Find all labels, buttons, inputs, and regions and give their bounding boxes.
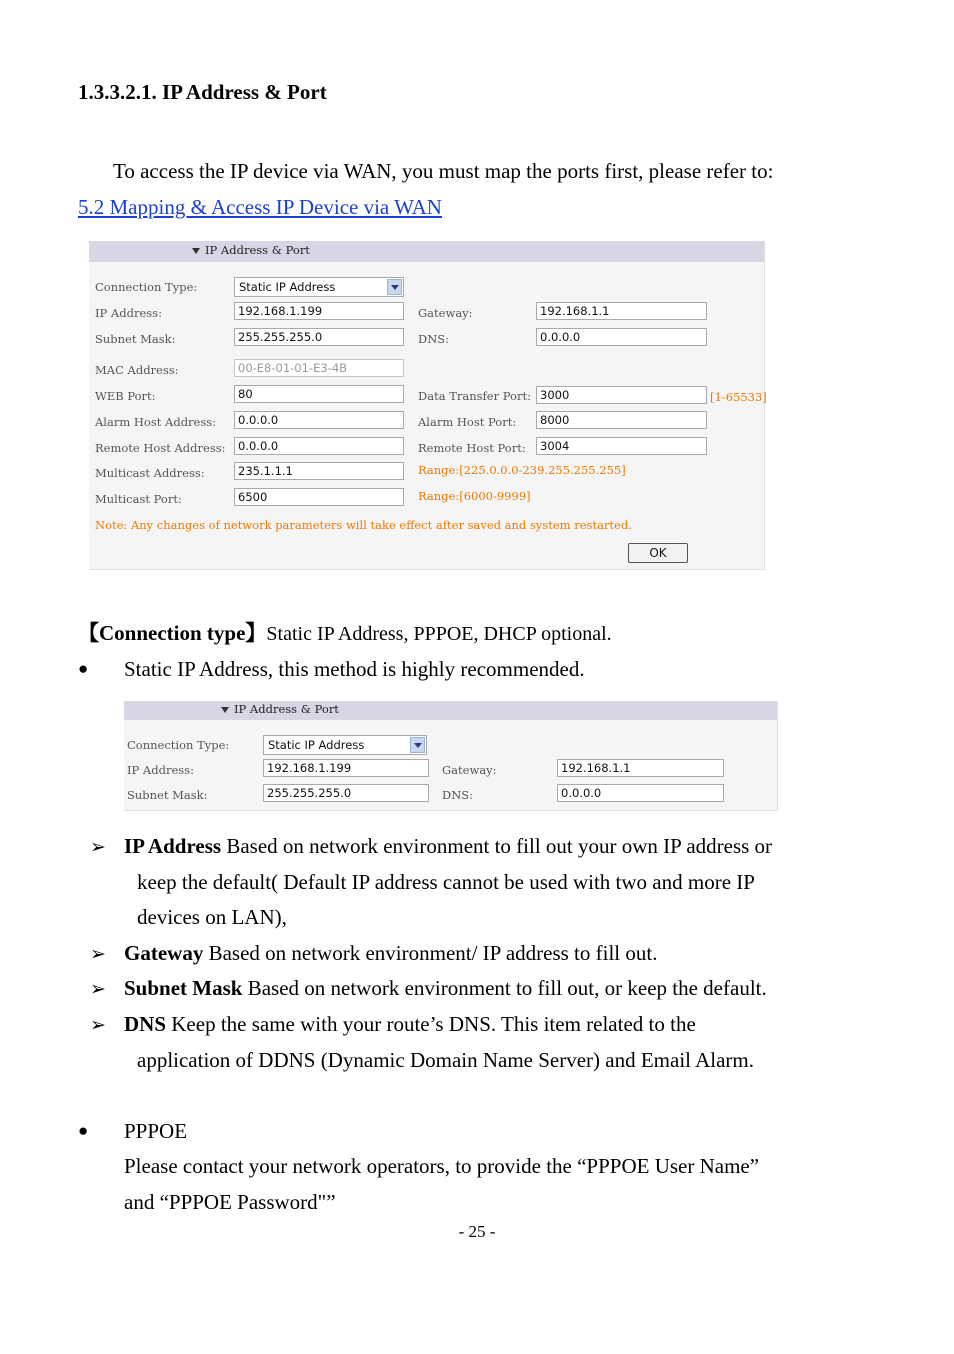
dns-field[interactable]: 0.0.0.0 xyxy=(536,328,707,346)
ip-address-field[interactable]: 192.168.1.199 xyxy=(234,302,404,320)
alarm-host-port-field[interactable]: 8000 xyxy=(536,411,707,429)
ip-address-desc-3: devices on LAN), xyxy=(137,905,287,929)
subnet-mask-desc: Based on network environment to fill out, or keep the default. xyxy=(247,976,767,1000)
alarm-host-address-label: Alarm Host Address: xyxy=(95,415,217,429)
gateway-field[interactable]: 192.168.1.1 xyxy=(536,302,707,320)
data-port-range-hint: [1-65533] xyxy=(710,390,767,404)
arrow-bullet-icon: ➢ xyxy=(90,837,106,858)
remote-host-address-label: Remote Host Address: xyxy=(95,441,226,455)
connection-type-select[interactable] xyxy=(263,735,427,755)
remote-host-port-label: Remote Host Port: xyxy=(418,441,526,455)
arrow-bullet-icon: ➢ xyxy=(90,1015,106,1036)
remote-host-port-field[interactable]: 3004 xyxy=(536,437,707,455)
data-transfer-port-field[interactable]: 3000 xyxy=(536,386,707,404)
gateway-desc: Based on network environment/ IP address to fill out. xyxy=(208,941,658,965)
connection-type-value: Static IP Address xyxy=(239,280,336,294)
dns-field[interactable]: 0.0.0.0 xyxy=(557,784,724,802)
multicast-port-label: Multicast Port: xyxy=(95,492,182,506)
subnet-mask-label: Subnet Mask: xyxy=(95,332,176,346)
dns-term: DNS xyxy=(124,1012,167,1036)
web-port-label: WEB Port: xyxy=(95,389,156,403)
panel-title: IP Address & Port xyxy=(234,702,339,716)
collapse-triangle-icon[interactable] xyxy=(221,707,229,713)
gateway-label: Gateway: xyxy=(418,306,473,320)
multicast-port-range-hint: Range:[6000-9999] xyxy=(418,489,531,503)
dns-desc-1: Keep the same with your route’s DNS. This item related to the xyxy=(171,1012,696,1036)
gateway-item xyxy=(124,941,657,965)
arrow-bullet-icon: ➢ xyxy=(90,944,106,965)
dns-label: DNS: xyxy=(442,788,474,802)
connection-type-paragraph xyxy=(78,621,612,646)
connection-type-label: Connection Type: xyxy=(95,280,198,294)
collapse-triangle-icon[interactable] xyxy=(192,248,200,254)
bullet-icon: ● xyxy=(78,659,89,678)
subnet-mask-item xyxy=(124,976,767,1000)
alarm-host-port-label: Alarm Host Port: xyxy=(418,415,517,429)
subnet-mask-label: Subnet Mask: xyxy=(127,788,208,802)
bullet-icon: ● xyxy=(78,1121,89,1140)
connection-type-value: Static IP Address xyxy=(268,738,365,752)
ip-address-label: IP Address: xyxy=(127,763,194,777)
restart-note: Note: Any changes of network parameters will take effect after saved and system restarted. xyxy=(95,518,632,532)
connection-type-term: Connection type xyxy=(99,621,246,645)
mapping-link[interactable]: 5.2 Mapping & Access IP Device via WAN xyxy=(78,195,442,219)
subnet-mask-field[interactable]: 255.255.255.0 xyxy=(234,328,404,346)
intro-text: To access the IP device via WAN, you must map the ports first, please refer to: xyxy=(113,159,774,183)
multicast-port-field[interactable]: 6500 xyxy=(234,488,404,506)
ok-button[interactable]: OK xyxy=(628,543,688,563)
alarm-host-address-field[interactable]: 0.0.0.0 xyxy=(234,411,404,429)
mac-address-label: MAC Address: xyxy=(95,363,179,377)
connection-type-select[interactable] xyxy=(234,277,404,297)
connection-type-label: Connection Type: xyxy=(127,738,230,752)
panel-header xyxy=(124,701,777,720)
ip-address-desc-2: keep the default( Default IP address cannot be used with two and more IP xyxy=(137,870,755,894)
gateway-field[interactable]: 192.168.1.1 xyxy=(557,759,724,777)
subnet-mask-term: Subnet Mask xyxy=(124,976,243,1000)
remote-host-address-field[interactable]: 0.0.0.0 xyxy=(234,437,404,455)
ip-address-label: IP Address: xyxy=(95,306,162,320)
bracket-open: 【 xyxy=(78,621,99,645)
gateway-term: Gateway xyxy=(124,941,204,965)
connection-type-options: Static IP Address, PPPOE, DHCP optional. xyxy=(266,623,612,645)
pppoe-line-1: Please contact your network operators, to provide the “PPPOE User Name” xyxy=(124,1154,760,1178)
multicast-address-field[interactable]: 235.1.1.1 xyxy=(234,462,404,480)
dns-item xyxy=(124,1012,696,1036)
ip-port-panel xyxy=(89,241,765,570)
pppoe-line-2: and “PPPOE Password"” xyxy=(124,1190,336,1214)
dropdown-arrow-icon[interactable] xyxy=(410,737,425,753)
ip-address-desc-1: Based on network environment to fill out your own IP address or xyxy=(226,834,773,858)
multicast-address-label: Multicast Address: xyxy=(95,466,205,480)
pppoe-title: PPPOE xyxy=(124,1119,188,1143)
dropdown-arrow-icon[interactable] xyxy=(387,279,402,295)
gateway-label: Gateway: xyxy=(442,763,497,777)
arrow-bullet-icon: ➢ xyxy=(90,979,106,1000)
ip-port-panel-small xyxy=(124,701,778,811)
page-number: - 25 - xyxy=(458,1222,496,1241)
ip-address-field[interactable]: 192.168.1.199 xyxy=(263,759,429,777)
dns-desc-2: application of DDNS (Dynamic Domain Name Server) and Email Alarm. xyxy=(137,1048,754,1072)
mac-address-field: 00-E8-01-01-E3-4B xyxy=(234,359,404,377)
panel-title: IP Address & Port xyxy=(205,243,310,257)
data-transfer-port-label: Data Transfer Port: xyxy=(418,389,531,403)
section-heading: 1.3.3.2.1. IP Address & Port xyxy=(78,80,327,104)
bracket-close: 】 xyxy=(245,621,267,645)
subnet-mask-field[interactable]: 255.255.255.0 xyxy=(263,784,429,802)
web-port-field[interactable]: 80 xyxy=(234,385,404,403)
panel-header xyxy=(89,241,764,262)
multicast-address-range-hint: Range:[225.0.0.0-239.255.255.255] xyxy=(418,463,626,477)
ip-address-term: IP Address xyxy=(124,834,222,858)
static-ip-bullet: Static IP Address, this method is highly recommended. xyxy=(124,657,585,681)
ip-address-item xyxy=(124,834,772,858)
dns-label: DNS: xyxy=(418,332,450,346)
